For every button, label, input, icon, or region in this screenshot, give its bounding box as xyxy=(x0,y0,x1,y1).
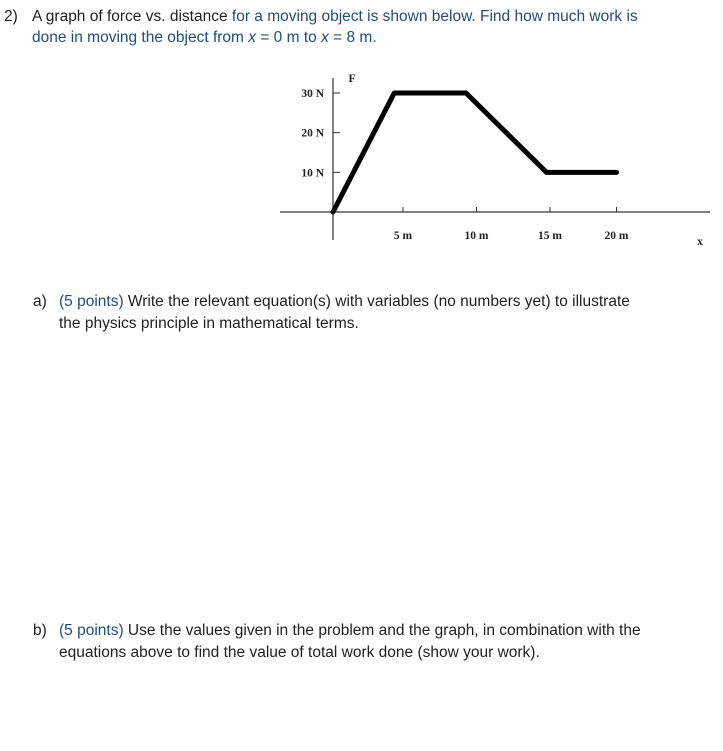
y-tick-label: 20 N xyxy=(301,127,324,140)
part-a-text-line-2: the physics principle in mathematical terms. xyxy=(59,315,359,332)
question-number: 2) xyxy=(4,8,18,25)
y-tick-label: 30 N xyxy=(301,88,324,100)
part-b-label: b) xyxy=(33,622,47,639)
force-distance-graph xyxy=(0,60,723,320)
question-text-part: for a moving object is shown below. Find how much work is xyxy=(231,8,638,25)
question-text-line-2: done in moving the object from x = 0 m to x = 8 m. xyxy=(32,29,377,46)
part-a-label: a) xyxy=(33,293,47,310)
force-curve xyxy=(333,93,547,212)
question-text-part: A graph of force vs. distance xyxy=(32,8,232,25)
y-tick-label: 10 N xyxy=(301,167,324,180)
part-b-text-line-2: equations above to find the value of total work done (show your work). xyxy=(59,644,540,661)
y-axis-label: F xyxy=(348,73,356,85)
question-text-line-1 xyxy=(32,7,638,27)
part-b-text-line-1: (5 points) Use the values given in the problem and the graph, in combination with the xyxy=(59,622,641,639)
x-tick-label: 5 m xyxy=(393,230,413,242)
x-tick-label: 10 m xyxy=(464,230,489,242)
answer-space-b[interactable] xyxy=(30,668,690,746)
x-axis-label: x xyxy=(697,236,703,248)
x-tick-label: 20 m xyxy=(604,230,629,242)
answer-space-a[interactable] xyxy=(30,340,690,610)
part-a-text-line-1: (5 points) Write the relevant equation(s) with variables (no numbers yet) to illustrate xyxy=(59,293,630,310)
x-tick-label: 15 m xyxy=(538,230,562,242)
